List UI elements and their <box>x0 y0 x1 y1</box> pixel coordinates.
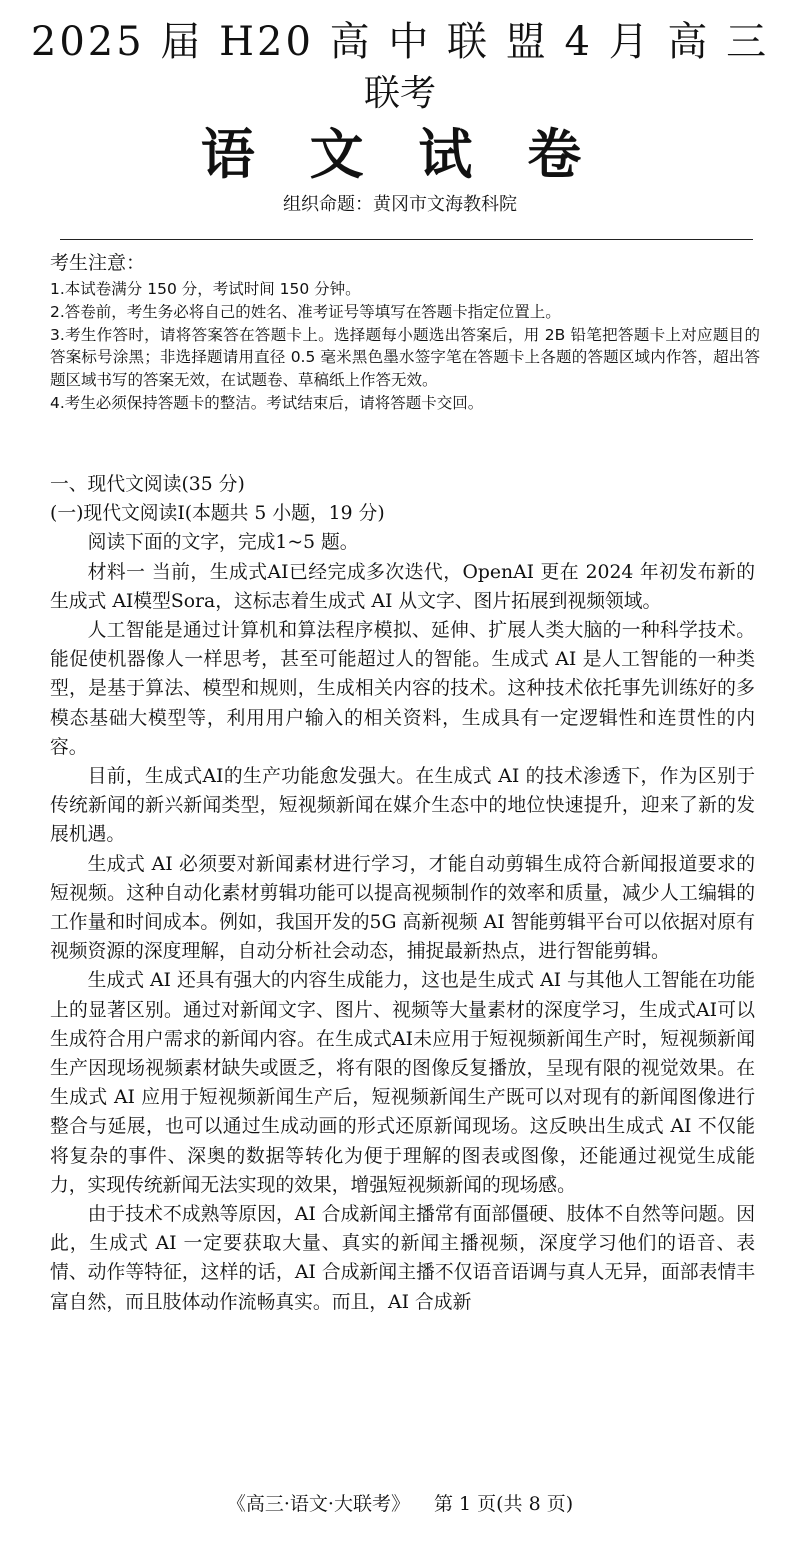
notice-item: 1.本试卷满分 150 分，考试时间 150 分钟。 <box>50 280 361 298</box>
page-footer <box>0 1490 800 1518</box>
subsection-title: (一)现代文阅读Ⅰ(本题共 5 小题，19 分) <box>50 503 385 525</box>
material-paragraph: 生成式 AI 必须要对新闻素材进行学习，才能自动剪辑生成符合新闻报道要求的短视频。这种自动化素材剪辑功能可以提高视频制作的效率和质量，减少人工编辑的工作量和时间成本。例如，我国开发的5G 高新视频 AI 智能剪辑平台可以依据对原有视频资源的深度理解，自动分析社会动态，捕捉最新热点，进行智能剪辑。 <box>50 853 755 963</box>
material-paragraph: 材料一 当前，生成式AI已经完成多次迭代，OpenAI 更在 2024 年初发布新的生成式 AI模型Sora，这标志着生成式 AI 从文字、图片拓展到视频领域。 <box>50 561 755 612</box>
footer-exam-name: 《高三·语文·大联考》 <box>226 1493 410 1515</box>
organizer-line: 组织命题：黄冈市文海教科院 <box>283 194 517 215</box>
subject-title: 语 文 试 卷 <box>200 123 600 186</box>
section-title: 一、现代文阅读(35 分) <box>50 474 245 495</box>
notice-item: 4.考生必须保持答题卡的整洁。考试结束后，请将答题卡交回。 <box>50 393 484 412</box>
candidate-notice <box>50 250 760 415</box>
notice-item: 3.考生作答时，请将答案答在答题卡上。选择题每小题选出答案后，用 2B 铅笔把答题卡上对应题目的答案标号涂黑；非选择题请用直径 0.5 毫米黑色墨水签字笔在答题卡上各题的答题区域内作答，超出答题区域书写的答案无效，在试题卷、草稿纸上作答无效。 <box>50 325 760 390</box>
material-paragraph: 目前，生成式AI的生产功能愈发强大。在生成式 AI 的技术渗透下，作为区别于传统新闻的新兴新闻类型，短视频新闻在媒介生态中的地位快速提升，迎来了新的发展机遇。 <box>50 766 755 846</box>
material-paragraph: 由于技术不成熟等原因，AI 合成新闻主播常有面部僵硬、肢体不自然等问题。因此，生成式 AI 一定要获取大量、真实的新闻主播视频，深度学习他们的语音、表情、动作等特征，这样的话，AI 合成新闻主播不仅语音语调与真人无异，面部表情丰富自然，而且肢体动作流畅真实。而且，AI 合成新 <box>50 1204 755 1313</box>
exam-title-line1: 2025 届 H20 高 中 联 盟 4 月 高 三 <box>30 19 770 65</box>
footer-page-number: 第 1 页(共 8 页) <box>433 1493 574 1515</box>
header-divider <box>60 239 753 240</box>
notice-item: 2.答卷前，考生务必将自己的姓名、准考证号等填写在答题卡指定位置上。 <box>50 302 561 321</box>
exam-title-line2: 联考 <box>363 73 436 114</box>
notice-heading: 考生注意： <box>50 252 146 274</box>
reading-section <box>50 470 755 1317</box>
question-instruction: 阅读下面的文字，完成1~5 题。 <box>87 532 359 554</box>
material-paragraph: 生成式 AI 还具有强大的内容生成能力，这也是生成式 AI 与其他人工智能在功能上的显著区别。通过对新闻文字、图片、视频等大量素材的深度学习，生成式AI可以生成符合用户需求的新闻内容。在生成式AI未应用于短视频新闻生产时，短视频新闻生产因现场视频素材缺失或匮乏，将有限的图像反复播放，呈现有限的视觉效果。在生成式 AI 应用于短视频新闻生产后，短视频新闻生产既可以对现有的新闻图像进行整合与延展，也可以通过生成动画的形式还原新闻现场。这反映出生成式 AI 不仅能将复杂的事件、深奥的数据等转化为便于理解的图表或图像，还能通过视觉生成能力，实现传统新闻无法实现的效果，增强短视频新闻的现场感。 <box>50 970 755 1196</box>
material-paragraph: 人工智能是通过计算机和算法程序模拟、延伸、扩展人类大脑的一种科学技术。能促使机器像人一样思考，甚至可能超过人的智能。生成式 AI 是人工智能的一种类型，是基于算法、模型和规则，生成相关内容的技术。这种技术依托事先训练好的多模态基础大模型等，利用用户输入的相关资料，生成具有一定逻辑性和连贯性的内容。 <box>50 620 755 758</box>
